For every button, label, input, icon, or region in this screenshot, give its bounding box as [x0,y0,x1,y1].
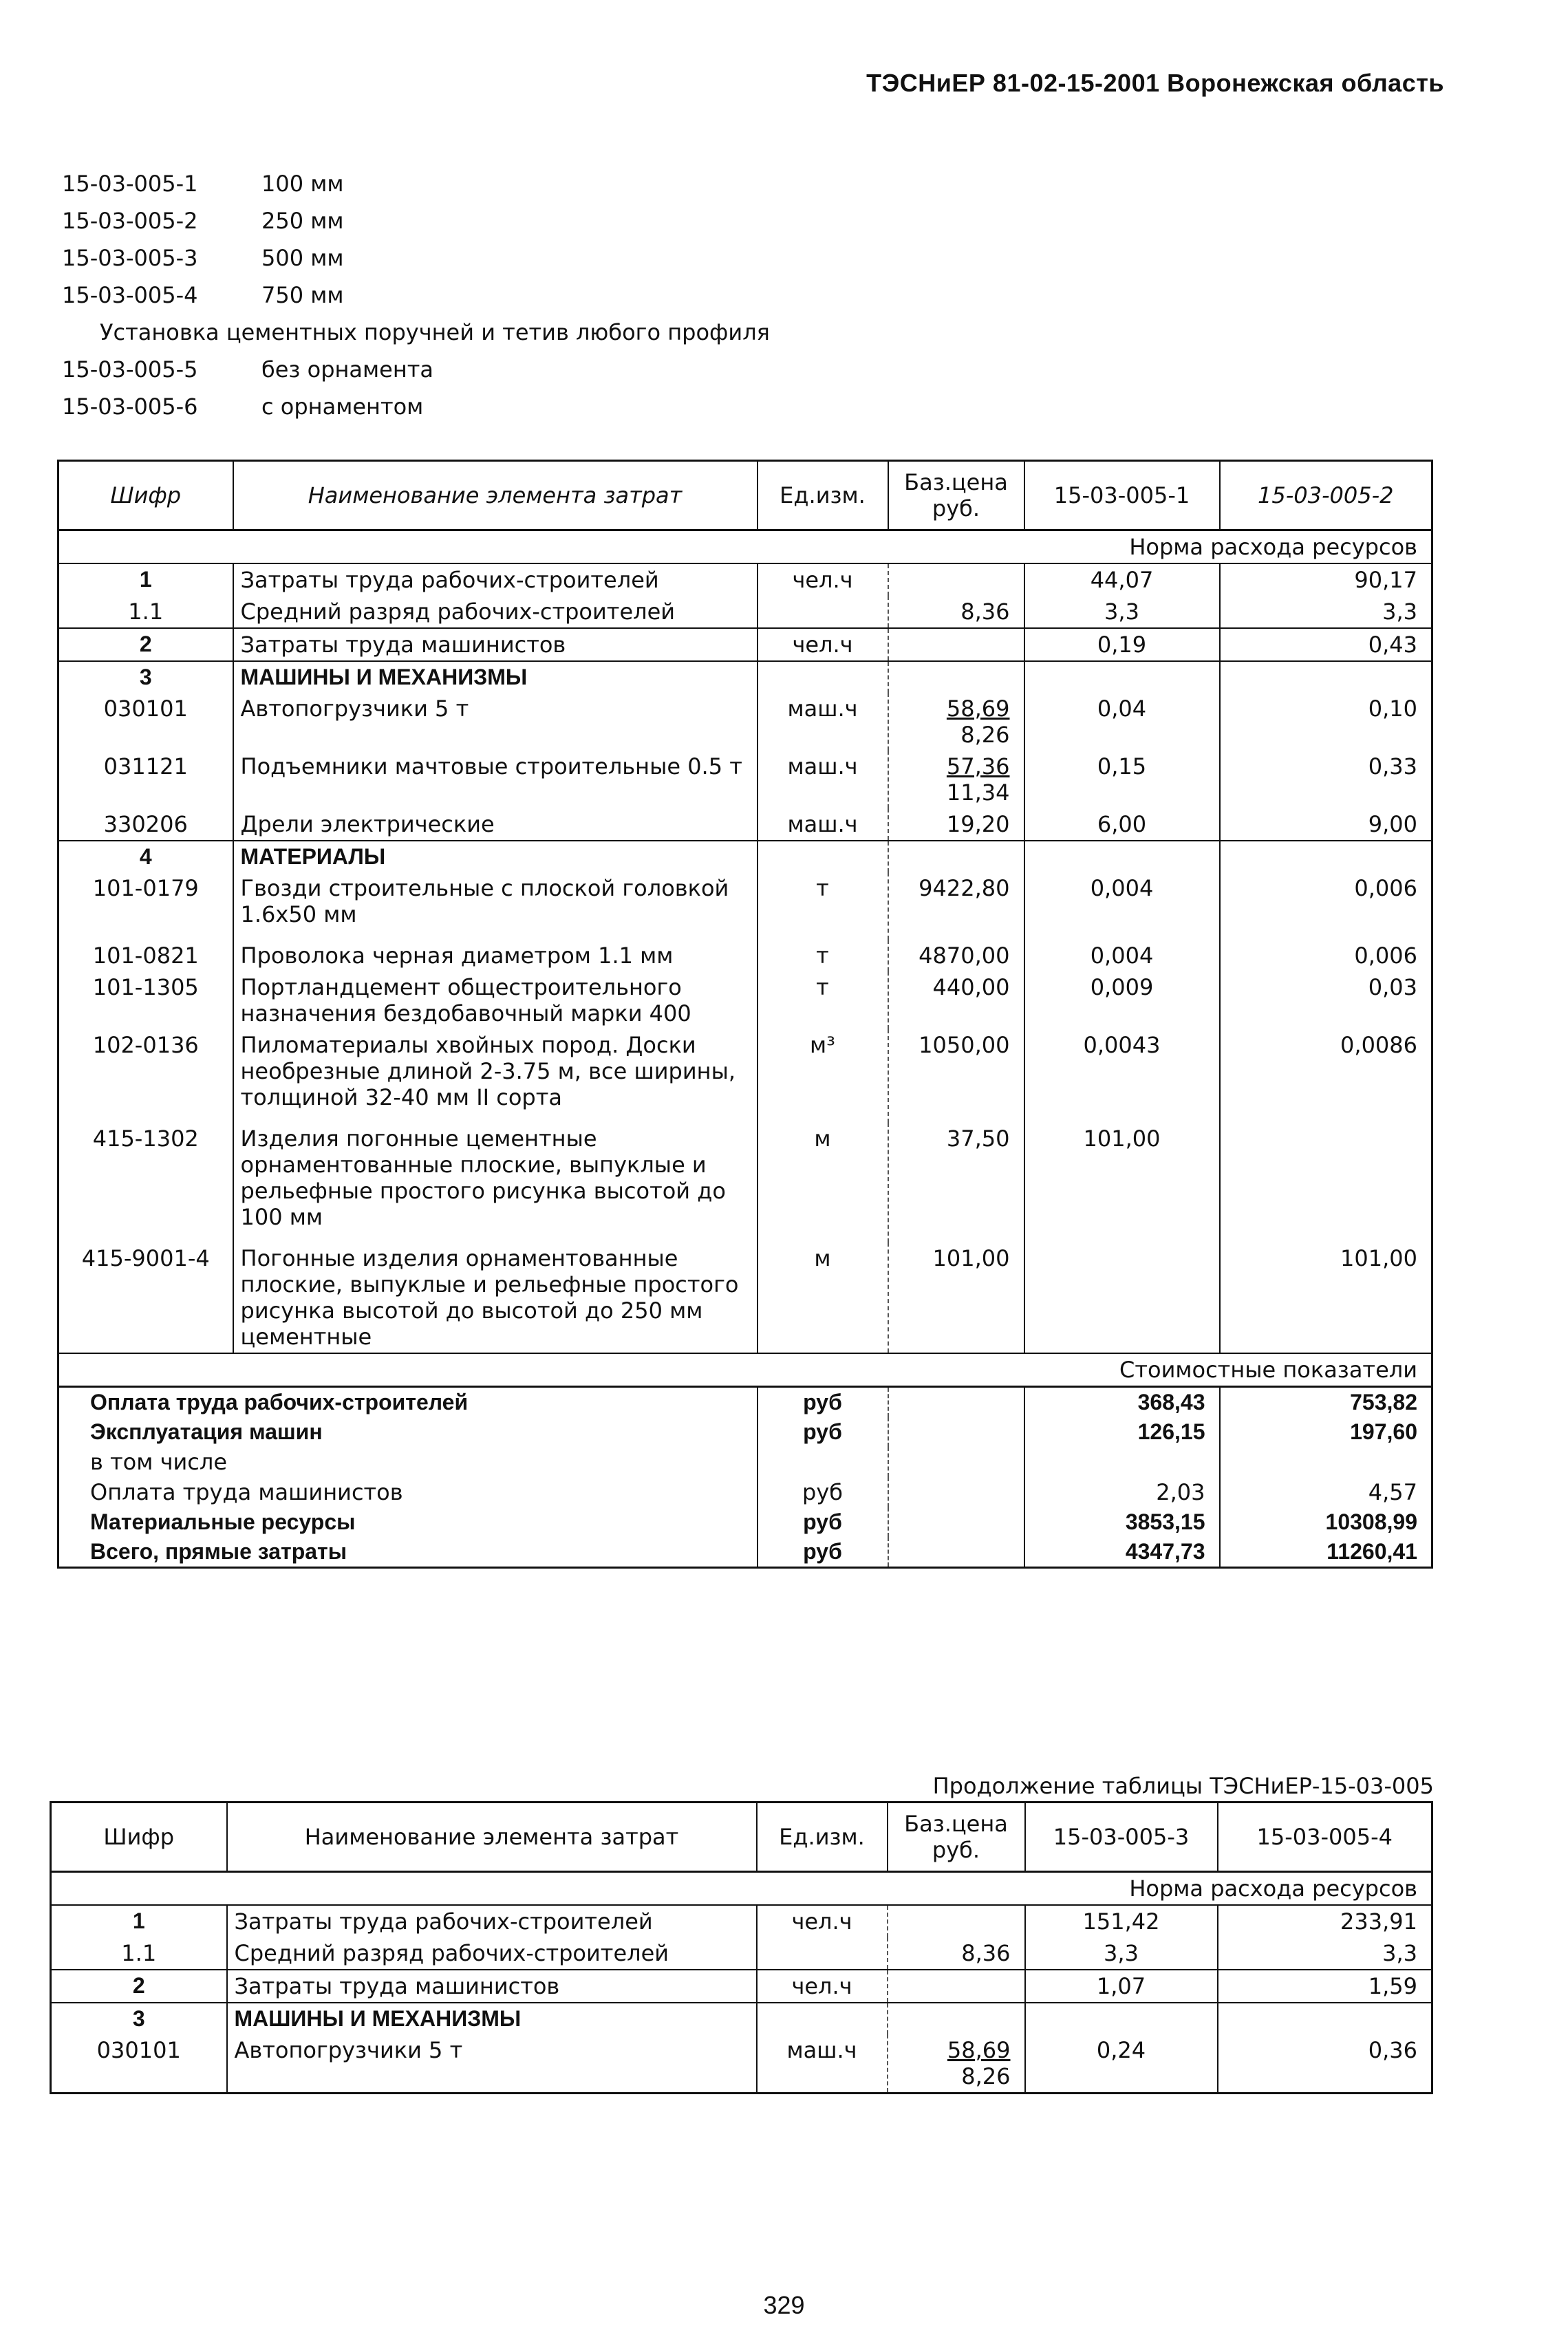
code-row [62,351,770,388]
table-cell: Пиломатериалы хвойных пород. Доски необрезные длиной 2-3.75 м, все ширины, толщиной 32-40 мм II сорта [233,1029,758,1123]
table-cell [1220,841,1432,872]
summary-cell: 368,43 [1024,1387,1220,1418]
summary-cell: 2,03 [1024,1477,1220,1507]
table-cell: чел.ч [757,1905,888,1937]
sums-body [58,1387,1432,1568]
table-row [58,628,1432,661]
code-list [62,165,770,425]
summary-cell: Материальные ресурсы [90,1509,356,1534]
table-cell: 3,3 [1220,596,1432,628]
table-row [58,596,1432,628]
table-row [58,693,1432,751]
table-row [58,940,1432,971]
table-cell: т [758,940,888,971]
table-row [51,1905,1432,1937]
table-cell: МАТЕРИАЛЫ [233,841,758,872]
code: 15-03-005-6 [62,394,198,420]
table-cell: маш.ч [757,2034,888,2094]
table-row [58,971,1432,1029]
summary-cell: 753,82 [1220,1387,1432,1418]
table-cell: МАШИНЫ И МЕХАНИЗМЫ [227,2003,757,2034]
resource-table-1 [57,460,1433,1569]
table-cell: Изделия погонные цементные орнаментованные плоские, выпуклые и рельефные простого рисунка высотой до 100 мм [233,1123,758,1242]
table-row [58,1029,1432,1123]
table-cell: т [758,971,888,1029]
price-line: 8,26 [961,2063,1011,2089]
table-row [58,1123,1432,1242]
table-cell: 1.1 [128,599,164,625]
code-row [62,165,770,202]
summary-cell: 4,57 [1220,1477,1432,1507]
cost-label: Стоимостные показатели [58,1353,1432,1387]
table-cell: маш.ч [758,693,888,751]
table-row [58,808,1432,841]
summary-cell [888,1417,1024,1447]
table-cell: 101-1305 [92,974,199,1000]
table-cell: м [758,1242,888,1353]
header-cell: Наименование элемента затрат [227,1803,757,1872]
table-cell [888,628,1024,661]
norm-label: Норма расхода ресурсов [51,1872,1432,1906]
code: 15-03-005-4 [62,282,198,308]
table-cell: м [758,1123,888,1242]
table-row [51,2034,1432,2094]
table-header [58,461,1432,530]
code-label: 500 мм [261,245,344,271]
table-row [58,1242,1432,1353]
table-cell: 0,004 [1024,872,1220,940]
table-cell: 6,00 [1024,808,1220,841]
table-cell [1024,1242,1220,1353]
table-cell: 0,33 [1220,751,1432,808]
table-cell [888,693,1024,751]
summary-cell: руб [758,1537,888,1568]
summary-row [58,1477,1432,1507]
price-line: 58,69 [946,696,1010,722]
summary-cell: руб [758,1477,888,1507]
table-row [58,661,1432,693]
table-row [51,1937,1432,1970]
code: 15-03-005-2 [62,208,198,234]
table-cell: 101-0179 [92,875,199,901]
summary-cell: Оплата труда рабочих-строителей [90,1390,469,1414]
code: 15-03-005-3 [62,245,198,271]
summary-cell: руб [758,1507,888,1537]
table-cell: 4870,00 [888,940,1024,971]
code-label: 100 мм [261,171,344,197]
table-cell [1220,661,1432,693]
header-cell: Шифр [58,461,233,530]
table-cell: 44,07 [1024,563,1220,596]
header-cell: 15-03-005-3 [1025,1803,1218,1872]
table-cell: 3,3 [1218,1937,1432,1970]
table-cell: Средний разряд рабочих-строителей [227,1937,757,1970]
table-cell [757,1937,888,1970]
table-cell: 0,009 [1024,971,1220,1029]
table-cell: 2 [58,628,233,661]
summary-cell [888,1447,1024,1477]
table-cell: чел.ч [758,628,888,661]
table-row [58,841,1432,872]
table-cell: 030101 [103,696,188,722]
table-cell: 9422,80 [888,872,1024,940]
code-label: с орнаментом [261,394,424,420]
table-cell: 1,59 [1218,1970,1432,2003]
table-cell [758,661,888,693]
norm-row [51,1872,1432,1906]
header-cell: 15-03-005-4 [1218,1803,1432,1872]
page-header: ТЭСНиЕР 81-02-15-2001 Воронежская область [866,69,1444,97]
table-row [51,1970,1432,2003]
codes-heading: Установка цементных поручней и тетив любого профиля [100,319,770,345]
table-cell: Затраты труда рабочих-строителей [227,1905,757,1937]
header-cell: Шифр [51,1803,227,1872]
table-cell: 3 [51,2003,227,2034]
table-cell: 4 [58,841,233,872]
summary-row [58,1447,1432,1477]
price-line: 57,36 [946,753,1010,779]
table-cell [1025,2003,1218,2034]
table-cell: 102-0136 [92,1032,199,1058]
table-cell [888,841,1024,872]
summary-cell: Эксплуатация машин [90,1419,323,1444]
table-cell: 1 [139,567,152,592]
code-row [62,277,770,314]
summary-row [58,1417,1432,1447]
table-cell: 233,91 [1218,1905,1432,1937]
summary-row [58,1387,1432,1418]
table-cell: Средний разряд рабочих-строителей [233,596,758,628]
table-cell: 8,36 [888,596,1024,628]
summary-cell: в том числе [90,1449,227,1475]
table-cell: чел.ч [758,563,888,596]
summary-cell: руб [758,1417,888,1447]
table-cell: 031121 [103,753,188,779]
table-cell: 151,42 [1025,1905,1218,1937]
table-cell: 101,00 [888,1242,1024,1353]
table-cell [888,2034,1025,2094]
summary-cell: 4347,73 [1024,1537,1220,1568]
summary-cell [888,1387,1024,1418]
table-cell: 0,24 [1025,2034,1218,2094]
price-line: 11,34 [946,779,1010,806]
table-cell: 030101 [96,2037,181,2063]
table-body [58,563,1432,1353]
table-cell: 0,004 [1024,940,1220,971]
norm-row [58,530,1432,564]
code-label: 750 мм [261,282,344,308]
price-line: 58,69 [947,2037,1011,2063]
table-cell: 3,3 [1024,596,1220,628]
table-cell: 37,50 [888,1123,1024,1242]
table-cell [888,1970,1025,2003]
table-cell: 90,17 [1220,563,1432,596]
summary-cell: 3853,15 [1024,1507,1220,1537]
table-cell [888,751,1024,808]
table-cell: Затраты труда рабочих-строителей [233,563,758,596]
summary-cell: 11260,41 [1220,1537,1432,1568]
resource-table-2 [50,1801,1433,2094]
table-cell: МАШИНЫ И МЕХАНИЗМЫ [233,661,758,693]
table-cell [758,596,888,628]
table-cell: 440,00 [888,971,1024,1029]
code-row [62,202,770,239]
summary-cell [888,1537,1024,1568]
code-label: 250 мм [261,208,344,234]
header-cell: Ед.изм. [757,1803,888,1872]
norm-label: Норма расхода ресурсов [58,530,1432,564]
table-cell: 0,10 [1220,693,1432,751]
table-row [58,751,1432,808]
table-cell: 1,07 [1025,1970,1218,2003]
header-cell: Наименование элемента затрат [233,461,758,530]
header-cell: Баз.цена руб. [888,1803,1025,1872]
page-number: 329 [763,2291,805,2319]
header-cell: 15-03-005-1 [1024,461,1220,530]
table-cell: 1 [132,1908,145,1933]
table-cell: м³ [758,1029,888,1123]
summary-cell: 197,60 [1220,1417,1432,1447]
table-cell: 101,00 [1220,1242,1432,1353]
table-cell [758,841,888,872]
table-cell: 415-9001-4 [81,1245,210,1271]
code-row [62,388,770,425]
code-label: без орнамента [261,356,434,383]
cost-row [58,1353,1432,1387]
table-row [51,2003,1432,2034]
summary-row [58,1537,1432,1568]
table-cell: маш.ч [758,808,888,841]
table-cell: маш.ч [758,751,888,808]
table-row [58,872,1432,940]
header-cell: Ед.изм. [758,461,888,530]
table-cell: 3 [58,661,233,693]
table-cell: 0,006 [1220,872,1432,940]
table-cell [888,661,1024,693]
summary-cell [888,1507,1024,1537]
summary-cell: Оплата труда машинистов [90,1479,403,1505]
table-caption: Продолжение таблицы ТЭСНиЕР-15-03-005 [932,1773,1434,1799]
table-cell: чел.ч [757,1970,888,2003]
code: 15-03-005-5 [62,356,198,383]
table-cell: 415-1302 [92,1126,199,1152]
code: 15-03-005-1 [62,171,198,197]
table-cell: Портландцемент общестроительного назначения бездобавочный марки 400 [233,971,758,1029]
price-line: 8,26 [960,722,1010,748]
summary-cell: 10308,99 [1220,1507,1432,1537]
table-body [51,1905,1432,2094]
table-cell: 19,20 [888,808,1024,841]
summary-cell [1220,1447,1432,1477]
table-cell: Погонные изделия орнаментованные плоские, выпуклые и рельефные простого рисунка высотой до высотой до 250 мм цементные [233,1242,758,1353]
table-cell: 3,3 [1025,1937,1218,1970]
summary-row [58,1507,1432,1537]
table-cell: Автопогрузчики 5 т [227,2034,757,2094]
table-cell: 0,03 [1220,971,1432,1029]
header-cell: 15-03-005-2 [1220,461,1432,530]
table-cell: Подъемники мачтовые строительные 0.5 т [233,751,758,808]
table-cell: Автопогрузчики 5 т [233,693,758,751]
code-row [62,239,770,277]
table-cell: Затраты труда машинистов [227,1970,757,2003]
table-cell [888,563,1024,596]
table-cell [1024,661,1220,693]
table-cell: 1050,00 [888,1029,1024,1123]
table-cell [888,1905,1025,1937]
table-cell: 0,15 [1024,751,1220,808]
table-cell: 0,0086 [1220,1029,1432,1123]
table-cell: 0,006 [1220,940,1432,971]
table-cell: 8,36 [888,1937,1025,1970]
table-cell: 101-0821 [92,943,199,969]
table-cell: Дрели электрические [233,808,758,841]
header-cell: Баз.цена руб. [888,461,1024,530]
table-cell [1220,1123,1432,1242]
table-cell: 0,43 [1220,628,1432,661]
table-cell: 330206 [103,811,188,837]
table-cell: 2 [51,1970,227,2003]
summary-cell [888,1477,1024,1507]
table-row [58,563,1432,596]
summary-cell: 126,15 [1024,1417,1220,1447]
table-cell [1024,841,1220,872]
table-cell: 0,36 [1218,2034,1432,2094]
table-cell [1218,2003,1432,2034]
table-cell: Гвозди строительные с плоской головкой 1.6х50 мм [233,872,758,940]
table-cell: Затраты труда машинистов [233,628,758,661]
table-cell [888,2003,1025,2034]
table-cell: 0,04 [1024,693,1220,751]
table-cell: 0,19 [1024,628,1220,661]
table-cell: 0,0043 [1024,1029,1220,1123]
summary-cell: Всего, прямые затраты [90,1539,347,1564]
table-cell [757,2003,888,2034]
table-header [51,1803,1432,1872]
table-cell: т [758,872,888,940]
summary-cell [758,1447,888,1477]
table-cell: Проволока черная диаметром 1.1 мм [233,940,758,971]
table-cell: 101,00 [1024,1123,1220,1242]
summary-cell: руб [758,1387,888,1418]
table-cell: 9,00 [1220,808,1432,841]
table-cell: 1.1 [121,1940,157,1966]
summary-cell [1024,1447,1220,1477]
